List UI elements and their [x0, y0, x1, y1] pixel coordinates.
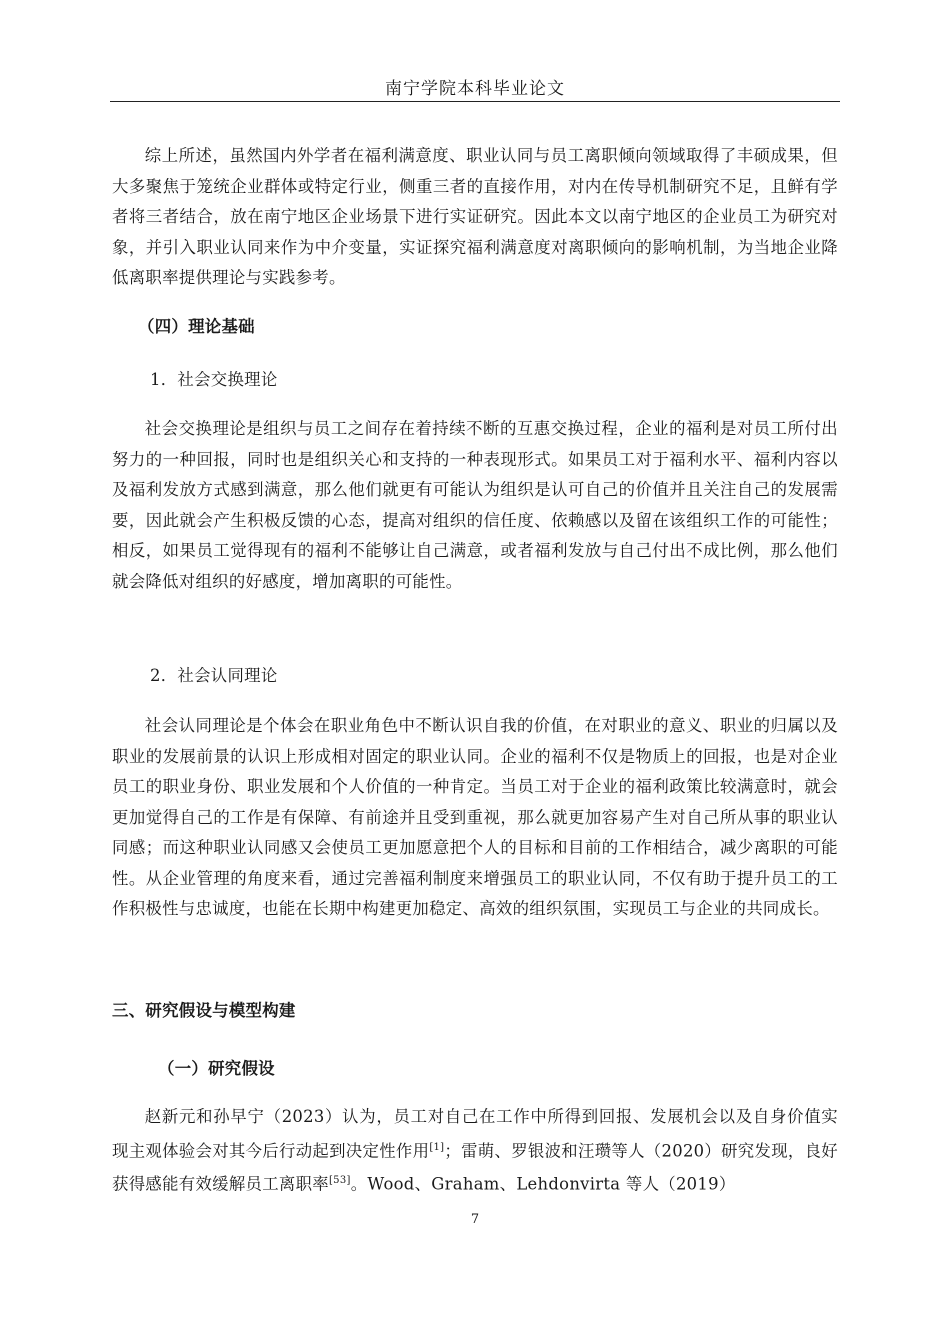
header-divider — [110, 101, 840, 102]
running-header: 南宁学院本科毕业论文 — [385, 79, 565, 99]
paragraph-social-identity: 社会认同理论是个体会在职业角色中不断认识自我的价值，在对职业的意义、职业的归属以及职业的发展前景的认识上形成相对固定的职业认同。企业的福利不仅是物质上的回报，也是对企业员工的职业身份、职业发展和个人价值的一种肯定。当员工对于企业的福利政策比较满意时，就会更加觉得自己的工作是有保障、有前途并且受到重视，那么就更加容易产生对自己所从事的职业认同感；而这种职业认同感又会使员工更加愿意把个人的目标和目前的工作相结合，减少离职的可能性。从企业管理的角度来看，通过完善福利制度来增强员工的职业认同，不仅有助于提升员工的工作积极性与忠诚度，也能在长期中构建更加稳定、高效的组织氛围，实现员工与企业的共同成长。 — [112, 716, 838, 918]
text-segment: 。Wood、Graham、Lehdonvirta 等人（2019） — [350, 1174, 736, 1194]
heading-section-3: 三、研究假设与模型构建 — [112, 1001, 296, 1020]
paragraph-social-exchange: 社会交换理论是组织与员工之间存在着持续不断的互惠交换过程，企业的福利是对员工所付出努力的一种回报，同时也是组织关心和支持的一种表现形式。如果员工对于福利水平、福利内容以及福利发放方式感到满意，那么他们就更有可能认为组织是认可自己的价值并且关注自己的发展需要，因此就会产生积极反馈的心态，提高对组织的信任度、依赖感以及留在该组织工作的可能性；相反，如果员工觉得现有的福利不能够让自己满意，或者福利发放与自己付出不成比例，那么他们就会降低对组织的好感度，增加离职的可能性。 — [112, 419, 838, 591]
heading-research-hypothesis: （一）研究假设 — [158, 1059, 275, 1078]
heading-social-exchange: 1．社会交换理论 — [150, 370, 278, 389]
citation-ref-1: [1] — [429, 1141, 445, 1153]
heading-social-identity: 2．社会认同理论 — [150, 666, 278, 685]
text-segment: 赵新元和孙早宁（2023）认为，员工对自己在工作中所得到回报、发展机会以及自身价值实现主观体验会对其今后行动起到决定性作用 — [112, 1107, 838, 1160]
citation-ref-53: [53] — [328, 1175, 351, 1187]
page-number: 7 — [470, 1212, 480, 1227]
paragraph-hypothesis-literature — [112, 1102, 838, 1200]
paragraph-summary: 综上所述，虽然国内外学者在福利满意度、职业认同与员工离职倾向领域取得了丰硕成果，但大多聚焦于笼统企业群体或特定行业，侧重三者的直接作用，对内在传导机制研究不足，且鲜有学者将三者结合，放在南宁地区企业场景下进行实证研究。因此本文以南宁地区的企业员工为研究对象，并引入职业认同来作为中介变量，实证探究福利满意度对离职倾向的影响机制，为当地企业降低离职率提供理论与实践参考。 — [112, 146, 838, 287]
text-segment: ；雷萌、罗银波和汪瓒等人（2020）研究发现，良好获得感能有效缓解员工离职率 — [112, 1140, 839, 1194]
heading-theory-basis: （四）理论基础 — [138, 317, 255, 336]
